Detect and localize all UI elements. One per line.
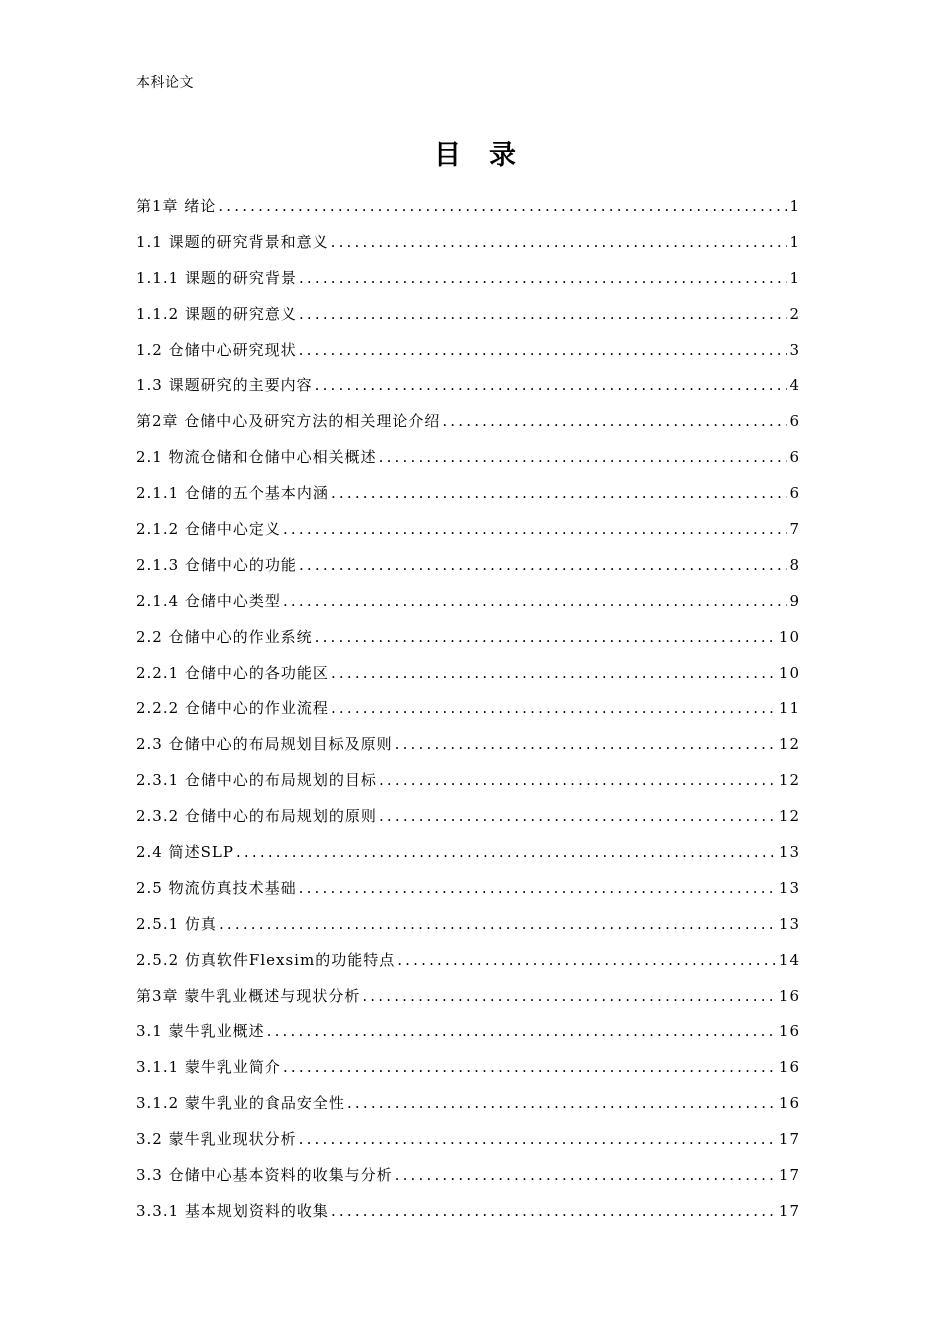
toc-dot-leader <box>299 263 788 293</box>
toc-dot-leader <box>331 693 777 723</box>
toc-page-number: 12 <box>778 807 800 826</box>
toc-page-number: 16 <box>778 1094 800 1113</box>
toc-page-number: 10 <box>778 627 800 646</box>
toc-entry-label: 2.1.1 仓储的五个基本内涵 <box>136 484 329 503</box>
toc-page-number: 1 <box>789 232 800 251</box>
toc-page-number: 7 <box>789 520 800 539</box>
toc-page-number: 12 <box>778 771 800 790</box>
toc-entry-label: 3.1.1 蒙牛乳业简介 <box>136 1058 281 1077</box>
toc-entry[interactable] <box>136 693 800 729</box>
toc-dot-leader <box>299 550 788 580</box>
toc-page-number: 1 <box>789 197 800 215</box>
toc-entry-label: 1.2 仓储中心研究现状 <box>136 340 297 359</box>
toc-dot-leader <box>299 299 788 329</box>
toc-dot-leader <box>379 442 788 472</box>
toc-page-number: 3 <box>789 340 800 359</box>
toc-entry[interactable] <box>136 514 800 550</box>
toc-dot-leader <box>442 406 787 436</box>
toc-entry[interactable] <box>136 801 800 837</box>
toc-dot-leader <box>331 478 788 508</box>
toc-entry-label: 2.1.2 仓储中心定义 <box>136 520 281 539</box>
toc-entry[interactable] <box>136 586 800 622</box>
toc-page-number: 8 <box>789 555 800 574</box>
toc-entry[interactable] <box>136 729 800 765</box>
toc-dot-leader <box>299 873 777 903</box>
toc-page-number: 13 <box>778 878 800 897</box>
toc-dot-leader <box>397 945 777 975</box>
toc-page-number: 17 <box>778 1201 800 1220</box>
toc-entry-label: 2.1.4 仓储中心类型 <box>136 591 281 610</box>
toc-entry[interactable] <box>136 622 800 658</box>
toc-entry[interactable] <box>136 765 800 801</box>
toc-entry-label: 3.3 仓储中心基本资料的收集与分析 <box>136 1166 393 1185</box>
toc-entry-label: 第2章 仓储中心及研究方法的相关理论介绍 <box>136 412 441 431</box>
toc-dot-leader <box>331 1196 777 1226</box>
toc-entry-label: 2.2.2 仓储中心的作业流程 <box>136 699 329 718</box>
toc-entry-label: 2.1.3 仓储中心的功能 <box>136 555 297 574</box>
toc-entry[interactable] <box>136 299 800 335</box>
toc-entry-label: 2.3.2 仓储中心的布局规划的原则 <box>136 807 377 826</box>
toc-entry-label: 2.5 物流仿真技术基础 <box>136 878 297 897</box>
toc-entry-label: 3.2 蒙牛乳业现状分析 <box>136 1130 297 1149</box>
toc-page-number: 16 <box>778 1058 800 1077</box>
toc-entry-label: 2.5.2 仿真软件Flexsim的功能特点 <box>136 950 396 969</box>
toc-entry[interactable] <box>136 1052 800 1088</box>
toc-entry[interactable] <box>136 837 800 873</box>
toc-dot-leader <box>218 191 787 221</box>
toc-dot-leader <box>331 658 777 688</box>
toc-entry-label: 1.1.1 课题的研究背景 <box>136 268 297 287</box>
toc-entry[interactable] <box>136 370 800 406</box>
toc-entry[interactable] <box>136 981 800 1017</box>
toc-dot-leader <box>283 586 788 616</box>
toc-page-number: 10 <box>778 663 800 682</box>
toc-page-number: 16 <box>778 986 800 1005</box>
toc-page-number: 14 <box>778 950 800 969</box>
toc-entry[interactable] <box>136 873 800 909</box>
toc-dot-leader <box>315 370 788 400</box>
toc-entry[interactable] <box>136 1088 800 1124</box>
toc-entry-label: 3.1 蒙牛乳业概述 <box>136 1022 265 1041</box>
toc-entry-label: 2.1 物流仓储和仓储中心相关概述 <box>136 448 377 467</box>
toc-page-number: 1 <box>789 268 800 287</box>
toc-entry[interactable] <box>136 550 800 586</box>
toc-dot-leader <box>315 622 777 652</box>
toc-entry-label: 3.1.2 蒙牛乳业的食品安全性 <box>136 1094 345 1113</box>
toc-entry-label: 2.2.1 仓储中心的各功能区 <box>136 663 329 682</box>
toc-entry[interactable] <box>136 658 800 694</box>
toc-dot-leader <box>362 981 777 1011</box>
table-of-contents <box>136 191 800 1232</box>
toc-entry-label: 2.4 简述SLP <box>136 843 234 862</box>
toc-page-number: 16 <box>778 1022 800 1041</box>
toc-page-number: 4 <box>789 376 800 395</box>
toc-entry-label: 1.3 课题研究的主要内容 <box>136 376 313 395</box>
toc-entry[interactable] <box>136 1196 800 1232</box>
toc-entry[interactable] <box>136 442 800 478</box>
toc-entry-label: 第1章 绪论 <box>136 197 217 215</box>
toc-entry[interactable] <box>136 335 800 371</box>
toc-dot-leader <box>379 765 777 795</box>
toc-page-number: 13 <box>778 843 800 862</box>
toc-dot-leader <box>379 801 777 831</box>
toc-entry-label: 2.5.1 仿真 <box>136 914 217 933</box>
toc-entry-label: 2.3.1 仓储中心的布局规划的目标 <box>136 771 377 790</box>
toc-page-number: 12 <box>778 735 800 754</box>
toc-entry[interactable] <box>136 1124 800 1160</box>
toc-entry[interactable] <box>136 1160 800 1196</box>
toc-entry[interactable] <box>136 478 800 514</box>
header-label: 本科论文 <box>136 75 194 91</box>
toc-page-number: 11 <box>778 699 800 718</box>
toc-entry-label: 2.3 仓储中心的布局规划目标及原则 <box>136 735 393 754</box>
toc-page-number: 17 <box>778 1166 800 1185</box>
toc-entry-label: 第3章 蒙牛乳业概述与现状分析 <box>136 986 361 1005</box>
toc-dot-leader <box>283 1052 777 1082</box>
toc-entry-label: 2.2 仓储中心的作业系统 <box>136 627 313 646</box>
toc-dot-leader <box>236 837 777 867</box>
toc-entry-label: 1.1.2 课题的研究意义 <box>136 304 297 323</box>
toc-dot-leader <box>395 1160 777 1190</box>
toc-page-number: 6 <box>789 484 800 503</box>
toc-entry[interactable] <box>136 227 800 263</box>
toc-dot-leader <box>299 335 788 365</box>
toc-dot-leader <box>219 909 777 939</box>
page-title: 目录 <box>434 140 544 171</box>
toc-entry-label: 3.3.1 基本规划资料的收集 <box>136 1201 329 1220</box>
toc-entry[interactable] <box>136 945 800 981</box>
toc-entry-label: 1.1 课题的研究背景和意义 <box>136 232 329 251</box>
toc-entry[interactable] <box>136 191 800 227</box>
toc-page-number: 13 <box>778 914 800 933</box>
toc-page-number: 6 <box>789 412 800 431</box>
toc-dot-leader <box>395 729 777 759</box>
toc-dot-leader <box>267 1016 777 1046</box>
toc-entry[interactable] <box>136 263 800 299</box>
toc-dot-leader <box>299 1124 777 1154</box>
toc-dot-leader <box>283 514 788 544</box>
toc-page-number: 2 <box>789 304 800 323</box>
toc-entry[interactable] <box>136 406 800 442</box>
toc-page-number: 17 <box>778 1130 800 1149</box>
toc-page-number: 6 <box>789 448 800 467</box>
toc-entry[interactable] <box>136 1016 800 1052</box>
toc-dot-leader <box>331 227 788 257</box>
toc-dot-leader <box>347 1088 777 1118</box>
toc-page-number: 9 <box>789 591 800 610</box>
toc-entry[interactable] <box>136 909 800 945</box>
